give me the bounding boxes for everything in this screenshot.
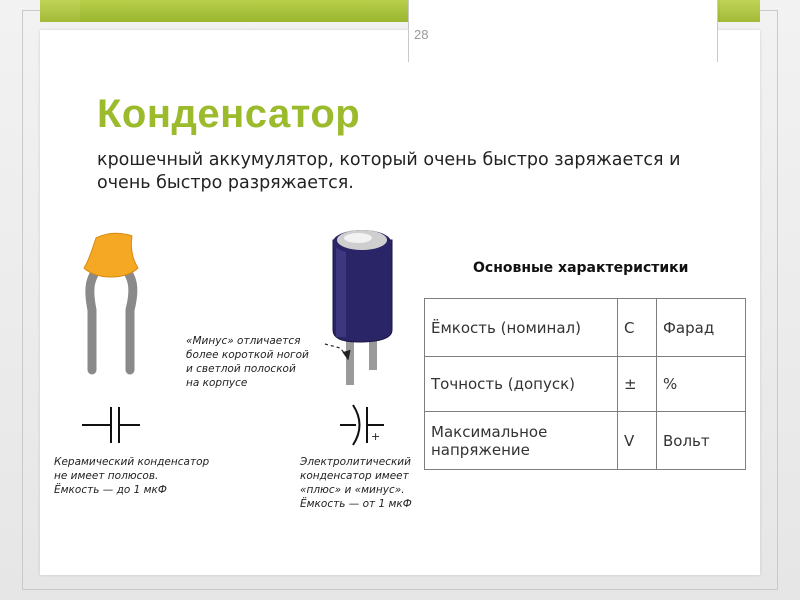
table-cell-symbol: C: [618, 299, 657, 357]
table-cell-symbol: ±: [618, 357, 657, 412]
table-cell-name: Точность (допуск): [425, 357, 618, 412]
slide-subtitle: крошечный аккумулятор, который очень быстро заряжается и очень быстро разряжается.: [97, 150, 681, 193]
table-cell-symbol: V: [618, 412, 657, 470]
table-row: [425, 357, 746, 412]
plus-sign: +: [371, 430, 381, 443]
electrolytic-capacitor-image: [333, 230, 392, 385]
table-cell-name: Ёмкость (номинал): [425, 299, 618, 357]
page-number: 28: [414, 27, 429, 42]
ceramic-capacitor-image: [84, 233, 138, 370]
electrolytic-caption: Электролитический конденсатор имеет «плюс» и «минус». Ёмкость — от 1 мкФ: [300, 456, 412, 510]
table-cell-unit: %: [657, 357, 746, 412]
slide-title: Конденсатор: [97, 92, 361, 136]
ceramic-caption: Керамический конденсатор не имеет полюсов. Ёмкость — до 1 мкФ: [54, 456, 210, 496]
ceramic-capacitor-symbol: [82, 407, 140, 443]
table-cell-name: Максимальное напряжение: [425, 412, 618, 470]
table-row: [425, 412, 746, 470]
characteristics-heading: Основные характеристики: [473, 260, 689, 276]
characteristics-table: [424, 298, 746, 470]
minus-note-caption: «Минус» отличается более короткой ногой и светлой полоской на корпусе: [186, 335, 309, 389]
table-row: [425, 299, 746, 357]
table-cell-unit: Вольт: [657, 412, 746, 470]
table-cell-unit: Фарад: [657, 299, 746, 357]
